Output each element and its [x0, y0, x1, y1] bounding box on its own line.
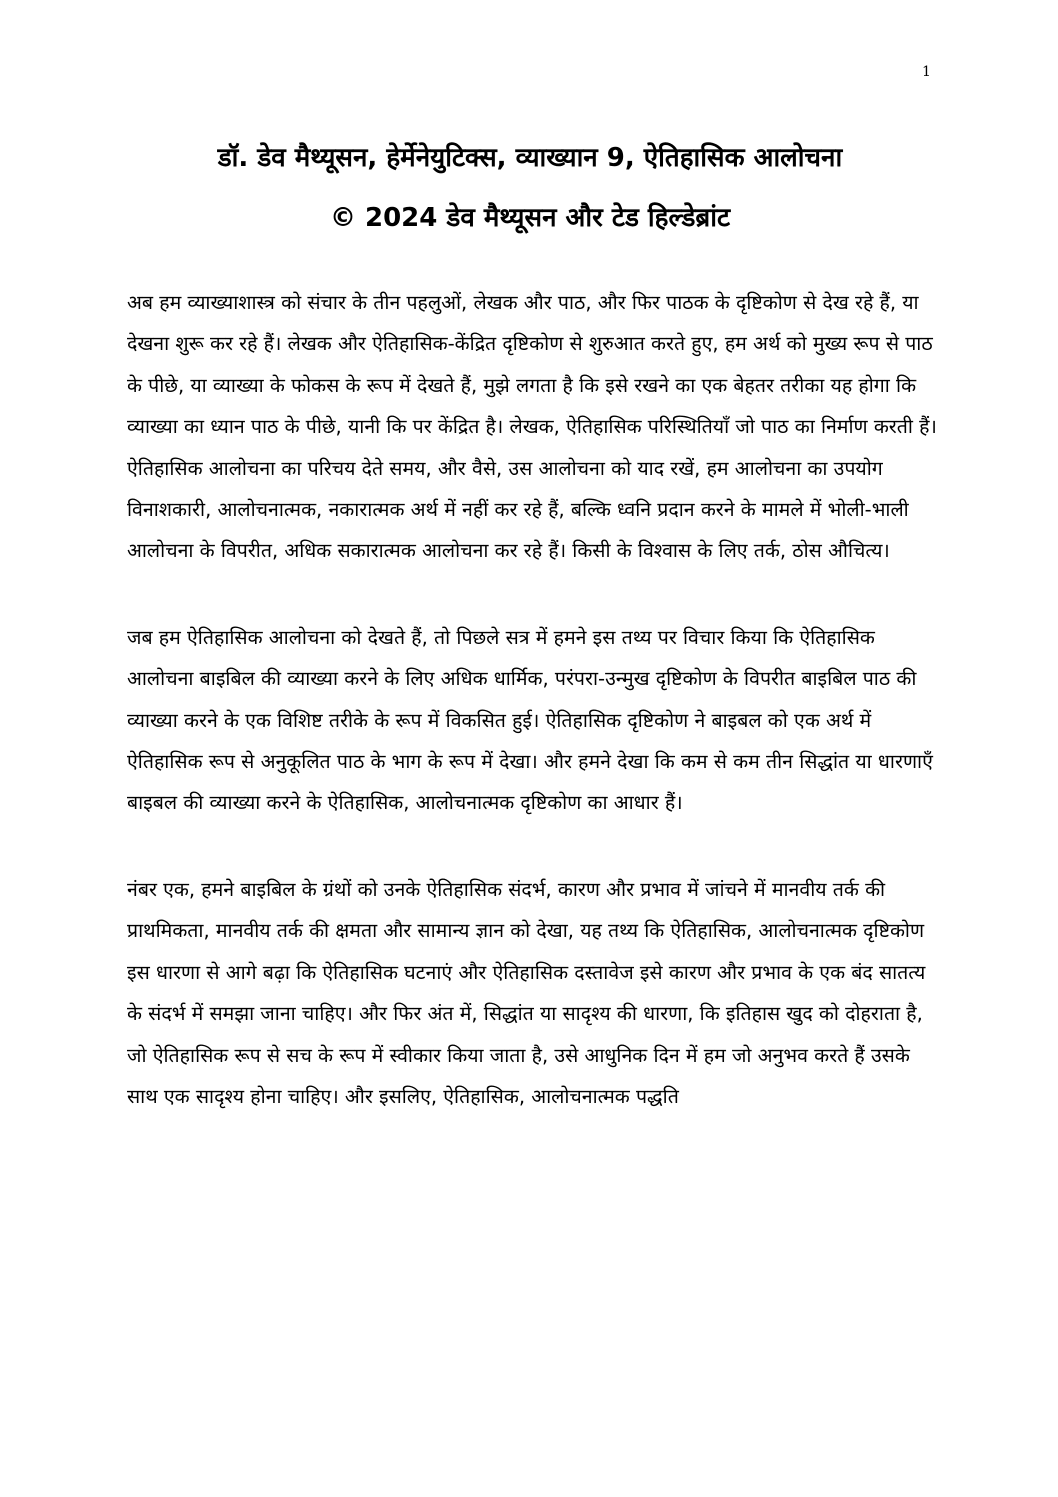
- title-block: [100, 128, 960, 248]
- paragraph-3: नंबर एक, हमने बाइबिल के ग्रंथों को उनके ऐतिहासिक संदर्भ, कारण और प्रभाव में जांचने में मानवीय तर्क की प्राथमिकता, मानवीय तर्क की क्षमता और सामान्य ज्ञान को देखा, यह तथ्य कि ऐतिहासिक, आलोचनात्मक दृष्टिकोण इस धारणा से आगे बढ़ा कि ऐतिहासिक घटनाएं और ऐतिहासिक दस्तावेज इसे कारण और प्रभाव के एक बंद सातत्य के संदर्भ में समझा जाना चाहिए। और फिर अंत में, सिद्धांत या सादृश्य की धारणा, कि इतिहास खुद को दोहराता है, जो ऐतिहासिक रूप से सच के रूप में स्वीकार किया जाता है, उसे आधुनिक दिन में हम जो अनुभव करते हैं उसके साथ एक सादृश्य होना चाहिए। और इसलिए, ऐतिहासिक, आलोचनात्मक पद्धति: [127, 877, 926, 1108]
- page-number: 1: [922, 64, 931, 80]
- paragraph-1: अब हम व्याख्याशास्त्र को संचार के तीन पहलुओं, लेखक और पाठ, और फिर पाठक के दृष्टिकोण से देख रहे हैं, या देखना शुरू कर रहे हैं। लेखक और ऐतिहासिक-केंद्रित दृष्टिकोण से शुरुआत करते हुए, हम अर्थ को मुख्य रूप से पाठ के पीछे, या व्याख्या के फोकस के रूप में देखते हैं, मुझे लगता है कि इसे रखने का एक बेहतर तरीका यह होगा कि व्याख्या का ध्यान पाठ के पीछे, यानी कि पर केंद्रित है। लेखक, ऐतिहासिक परिस्थितियाँ जो पाठ का निर्माण करती हैं। ऐतिहासिक आलोचना का परिचय देते समय, और वैसे, उस आलोचना को याद रखें, हम आलोचना का उपयोग विनाशकारी, आलोचनात्मक, नकारात्मक अर्थ में नहीं कर रहे हैं, बल्कि ध्वनि प्रदान करने के मामले में भोली-भाली आलोचना के विपरीत, अधिक सकारात्मक आलोचना कर रहे हैं। किसी के विश्वास के लिए तर्क, ठोस औचित्य।: [127, 291, 937, 563]
- paragraph-2: जब हम ऐतिहासिक आलोचना को देखते हैं, तो पिछले सत्र में हमने इस तथ्य पर विचार किया कि ऐतिहासिक आलोचना बाइबिल की व्याख्या करने के लिए अधिक धार्मिक, परंपरा-उन्मुख दृष्टिकोण के विपरीत बाइबिल पाठ की व्याख्या करने के एक विशिष्ट तरीके के रूप में विकसित हुई। ऐतिहासिक दृष्टिकोण ने बाइबल को एक अर्थ में ऐतिहासिक रूप से अनुकूलित पाठ के भाग के रूप में देखा। और हमने देखा कि कम से कम तीन सिद्धांत या धारणाएँ बाइबल की व्याख्या करने के ऐतिहासिक, आलोचनात्मक दृष्टिकोण का आधार हैं।: [127, 625, 933, 815]
- copyright-line: © 2024 डेव मैथ्यूसन और टेड हिल्डेब्रांट: [329, 203, 731, 233]
- document-title: डॉ. डेव मैथ्यूसन, हेर्मेनेयुटिक्स, व्याख्यान 9, ऐतिहासिक आलोचना: [217, 143, 843, 173]
- body-text: [127, 282, 942, 1162]
